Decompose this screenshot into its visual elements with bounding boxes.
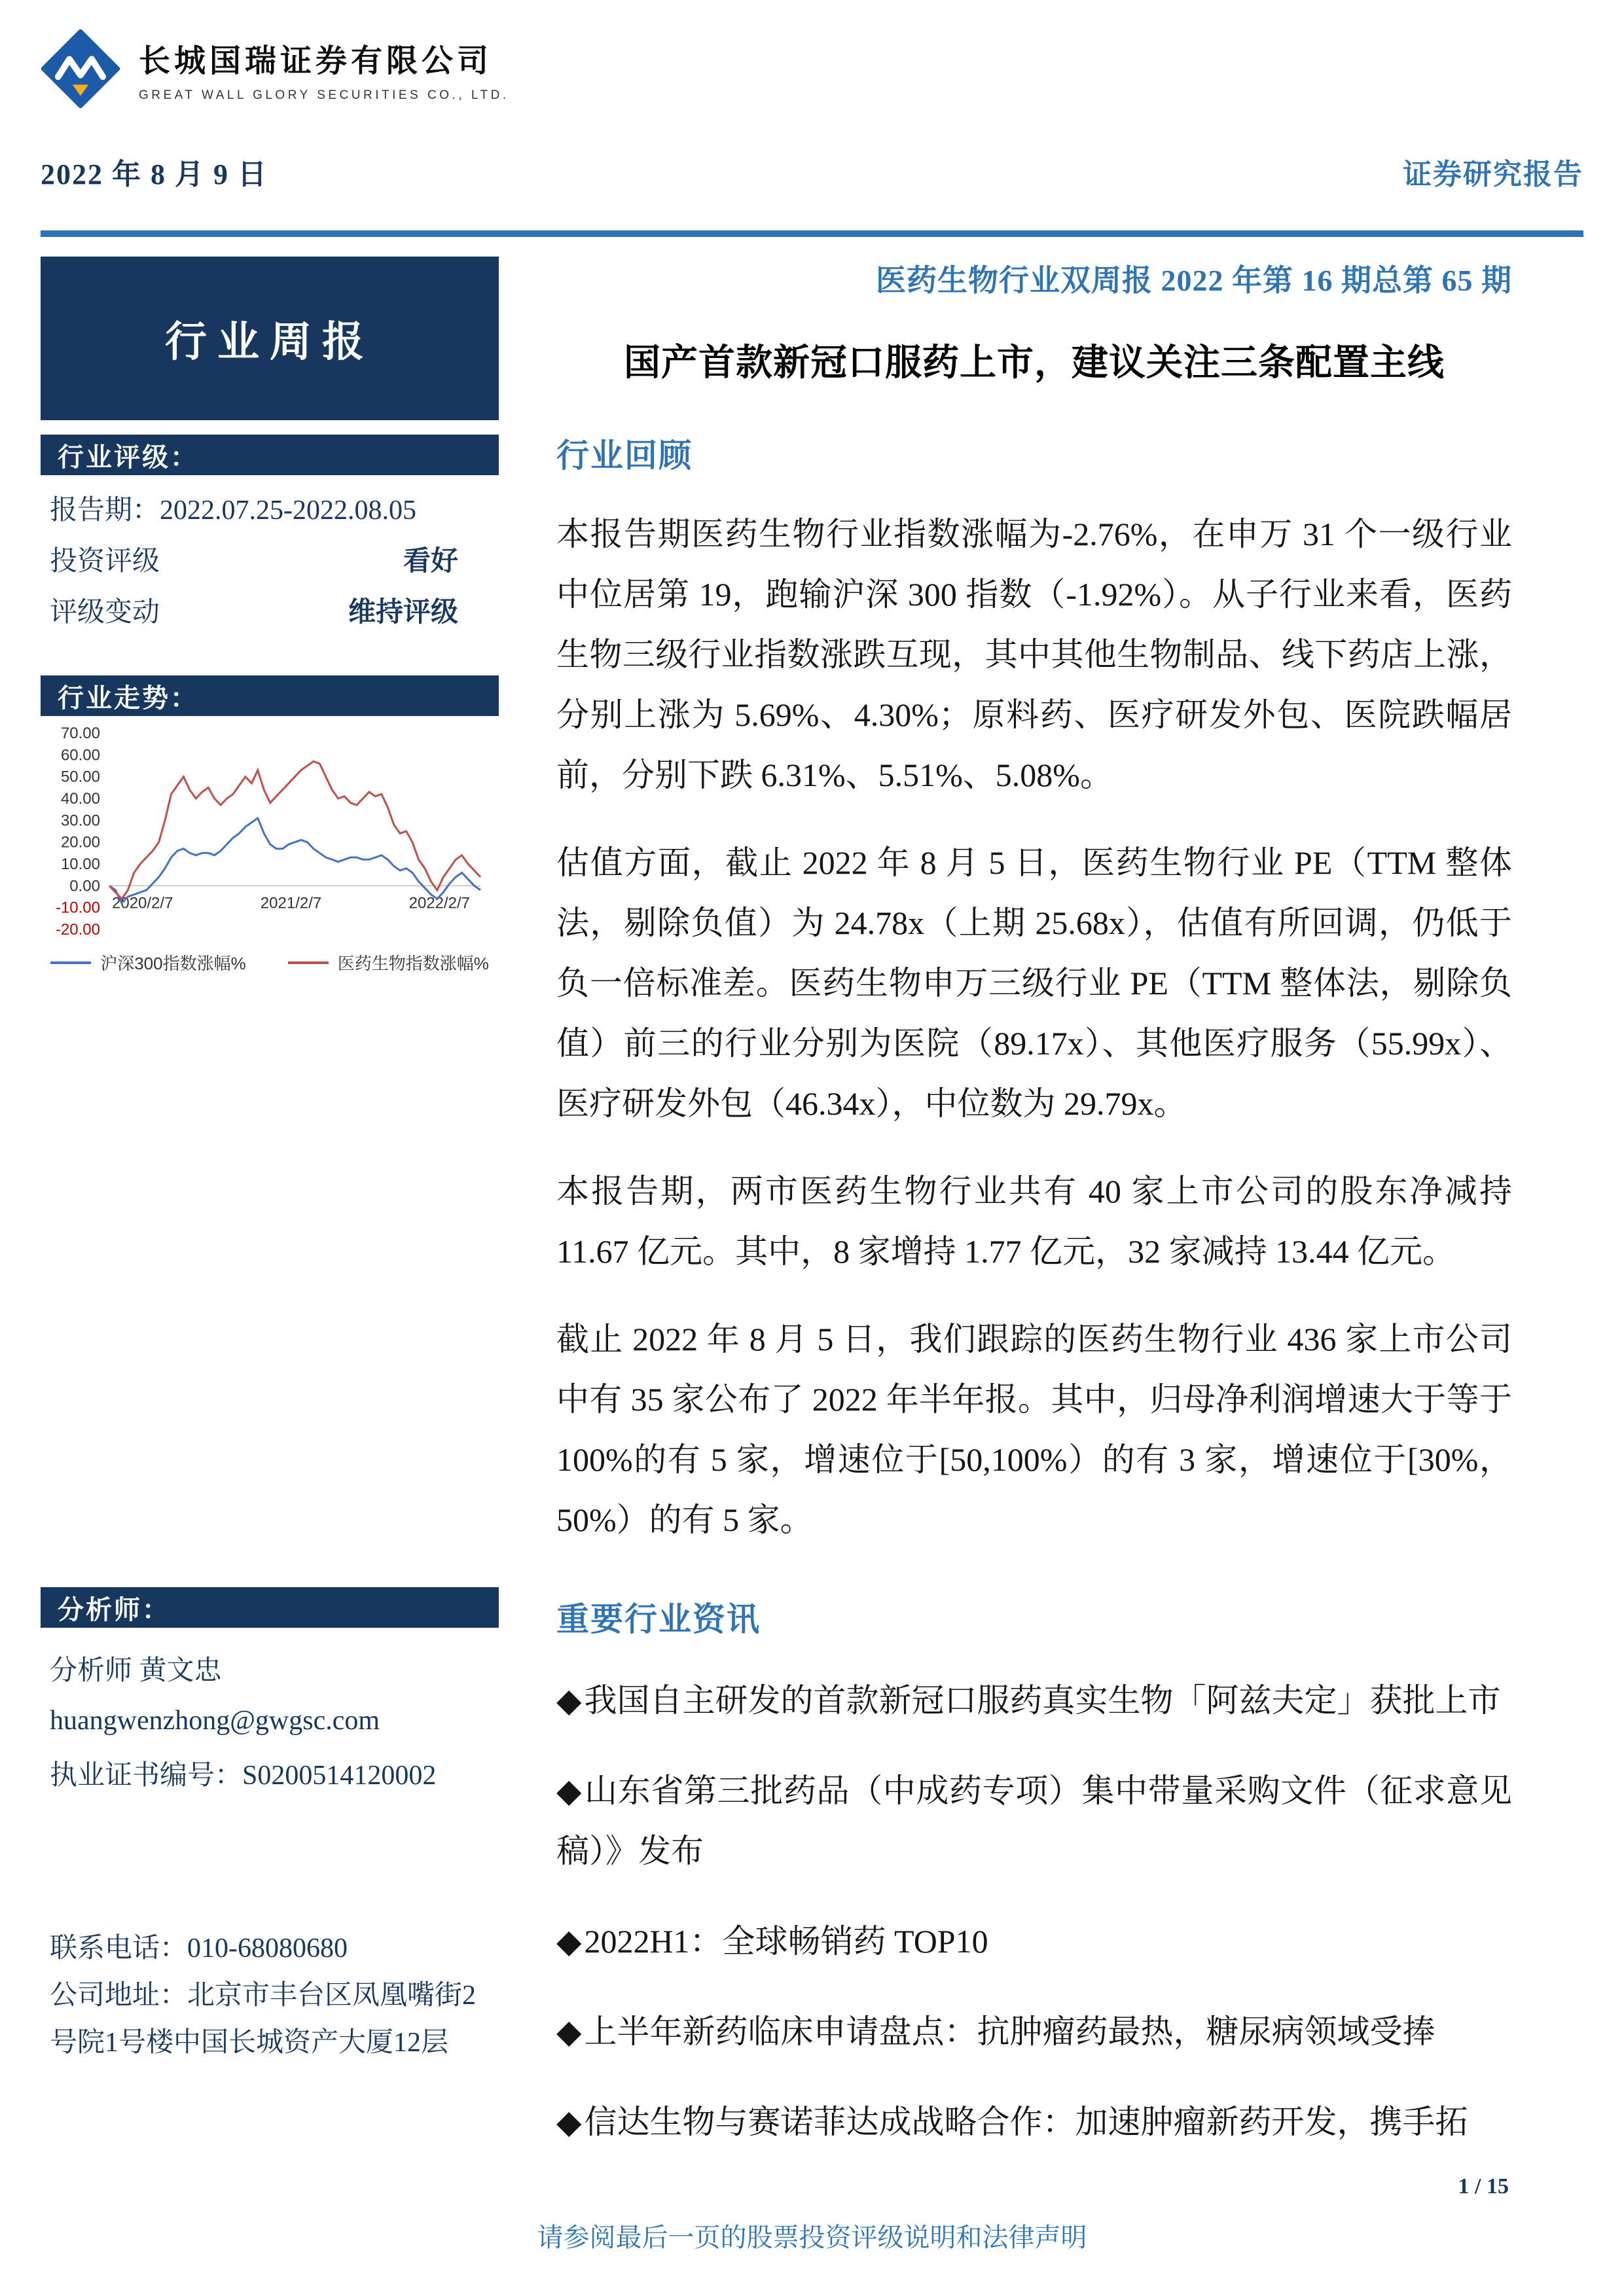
investment-rating-value: 看好 [403,547,458,577]
svg-text:50.00: 50.00 [60,768,100,786]
section-heading-industry-news: 重要行业资讯 [556,1601,761,1638]
contact-phone: 联系电话：010-68080680 [50,1933,348,1964]
svg-text:-10.00: -10.00 [55,899,100,917]
pharma-line-swatch-icon [288,961,329,964]
header-divider [41,230,1583,237]
svg-text:2020/2/7: 2020/2/7 [112,894,173,912]
company-name-en: GREAT WALL GLORY SECURITIES CO., LTD. [139,88,509,102]
rating-rows [41,475,499,641]
svg-text:70.00: 70.00 [60,726,100,742]
company-name-cn: 长城国瑞证券有限公司 [139,43,493,79]
section-heading-industry-review: 行业回顾 [556,437,693,474]
svg-text:60.00: 60.00 [60,746,100,764]
footer-disclaimer: 请参阅最后一页的股票投资评级说明和法律声明 [537,2223,1087,2252]
report-date: 2022 年 8 月 9 日 [41,158,268,190]
industry-review-paragraph: 截止 2022 年 8 月 5 日，我们跟踪的医药生物行业 436 家上市公司中有 35 家公布了 2022 年半年报。其中，归母净利润增速大于等于 100%的有 5 家，增速位于[50,100%）的有 3 家，增速位于[30%，50%）的有 5 家。 [556,1321,1512,1538]
legend-item-pharma [288,950,489,975]
news-bullet-text: 上半年新药临床申请盘点：抗肿瘤药最热，糖尿病领域受捧 [584,2013,1435,2050]
page-number: 1 / 15 [1458,2174,1509,2198]
rating-change-value: 维持评级 [348,598,458,628]
report-series-line: 医药生物行业双周报 2022 年第 16 期总第 65 期 [876,264,1512,297]
company-logo-icon [41,29,120,109]
news-bullet-item [556,1911,1512,1971]
svg-text:10.00: 10.00 [60,855,100,873]
report-period-value: 2022.07.25-2022.08.05 [160,495,417,526]
report-title: 国产首款新冠口服药上市，建议关注三条配置主线 [624,342,1445,383]
news-bullet-item [556,1670,1512,1731]
investment-rating-row [50,539,494,590]
legend-label-pharma: 医药生物指数涨幅% [337,954,489,973]
news-bullet-text: 信达生物与赛诺菲达成战略合作：加速肿瘤新药开发，携手拓 [584,2104,1468,2140]
svg-text:30.00: 30.00 [60,812,100,830]
news-bullet-item [556,2001,1512,2062]
contact-address: 公司地址：北京市丰台区凤凰嘴街2号院1号楼中国长城资产大厦12层 [50,1981,477,2058]
diamond-bullet-icon: ◆ [556,1772,583,1809]
svg-text:-20.00: -20.00 [55,921,100,939]
news-bullet-text: 我国自主研发的首款新冠口服药真实生物「阿兹夫定」获批上市 [584,1682,1501,1719]
weekly-report-banner: 行业周报 [41,257,499,420]
csi300-line-swatch-icon [50,961,91,964]
legend-label-csi300: 沪深300指数涨幅% [100,954,246,973]
trend-section-title: 行业走势： [41,675,499,716]
news-bullet-text: 2022H1：全球畅销药 TOP10 [584,1923,988,1960]
analyst-email: huangwenzhong@gwgsc.com [50,1706,380,1736]
industry-trend-chart-wrap [41,726,499,975]
diamond-bullet-icon: ◆ [556,2104,582,2140]
news-bullet-text: 山东省第三批药品（中成药专项）集中带量采购文件（征求意见稿）》发布 [556,1772,1513,1869]
industry-review-paragraph: 本报告期医药生物行业指数涨幅为-2.76%，在申万 31 个一级行业中位居第 19，跑输沪深 300 指数（-1.92%）。从子行业来看，医药生物三级行业指数涨跌互现，其中其他生物制品、线下药店上涨，分别上涨为 5.69%、4.30%；原料药、医疗研发外包、医院跌幅居前，分别下跌 6.31%、5.51%、5.08%。 [556,516,1512,793]
analyst-section-title: 分析师： [41,1587,499,1628]
report-type-label: 证券研究报告 [1403,158,1583,190]
svg-text:0.00: 0.00 [69,877,100,895]
rating-change-label: 评级变动 [50,598,160,628]
analyst-name: 分析师 黄文忠 [50,1656,222,1686]
svg-text:20.00: 20.00 [60,833,100,852]
legend-item-csi300 [50,950,246,975]
chart-legend [41,950,499,975]
company-names [139,35,509,103]
svg-text:40.00: 40.00 [60,790,100,808]
company-logo-block [41,29,1583,109]
analyst-rows [41,1628,499,1799]
main-content [556,257,1512,2152]
news-bullet-item [556,2092,1512,2152]
sidebar [41,257,499,2066]
report-period-row [50,488,494,539]
industry-review-paragraph: 本报告期，两市医药生物行业共有 40 家上市公司的股东净减持 11.67 亿元。其中，8 家增持 1.77 亿元，32 家减持 13.44 亿元。 [556,1173,1512,1270]
date-row [41,151,1583,192]
diamond-bullet-icon: ◆ [556,1923,582,1960]
diamond-bullet-icon: ◆ [556,2013,582,2050]
svg-text:2021/2/7: 2021/2/7 [260,894,322,912]
news-bullet-item [556,1761,1512,1881]
header [41,29,1583,192]
analyst-license-number: 执业证书编号：S0200514120002 [50,1761,437,1791]
investment-rating-label: 投资评级 [50,547,160,577]
svg-text:2022/2/7: 2022/2/7 [408,894,471,912]
rating-section-title: 行业评级： [41,435,499,475]
contact-block [41,1925,499,2066]
diamond-bullet-icon: ◆ [556,1682,582,1719]
rating-change-row [50,590,494,641]
industry-review-paragraph: 估值方面，截止 2022 年 8 月 5 日，医药生物行业 PE（TTM 整体法，剔除负值）为 24.78x（上期 25.68x），估值有所回调，仍低于负一倍标准差。医药生物申万三级行业 PE（TTM 整体法，剔除负值）前三的行业分别为医院（89.17x）、其他医疗服务（55.99x）、医疗研发外包（46.34x），中位数为 29.79x。 [556,844,1512,1122]
report-period-label: 报告期： [50,495,160,526]
industry-trend-chart [41,726,492,949]
